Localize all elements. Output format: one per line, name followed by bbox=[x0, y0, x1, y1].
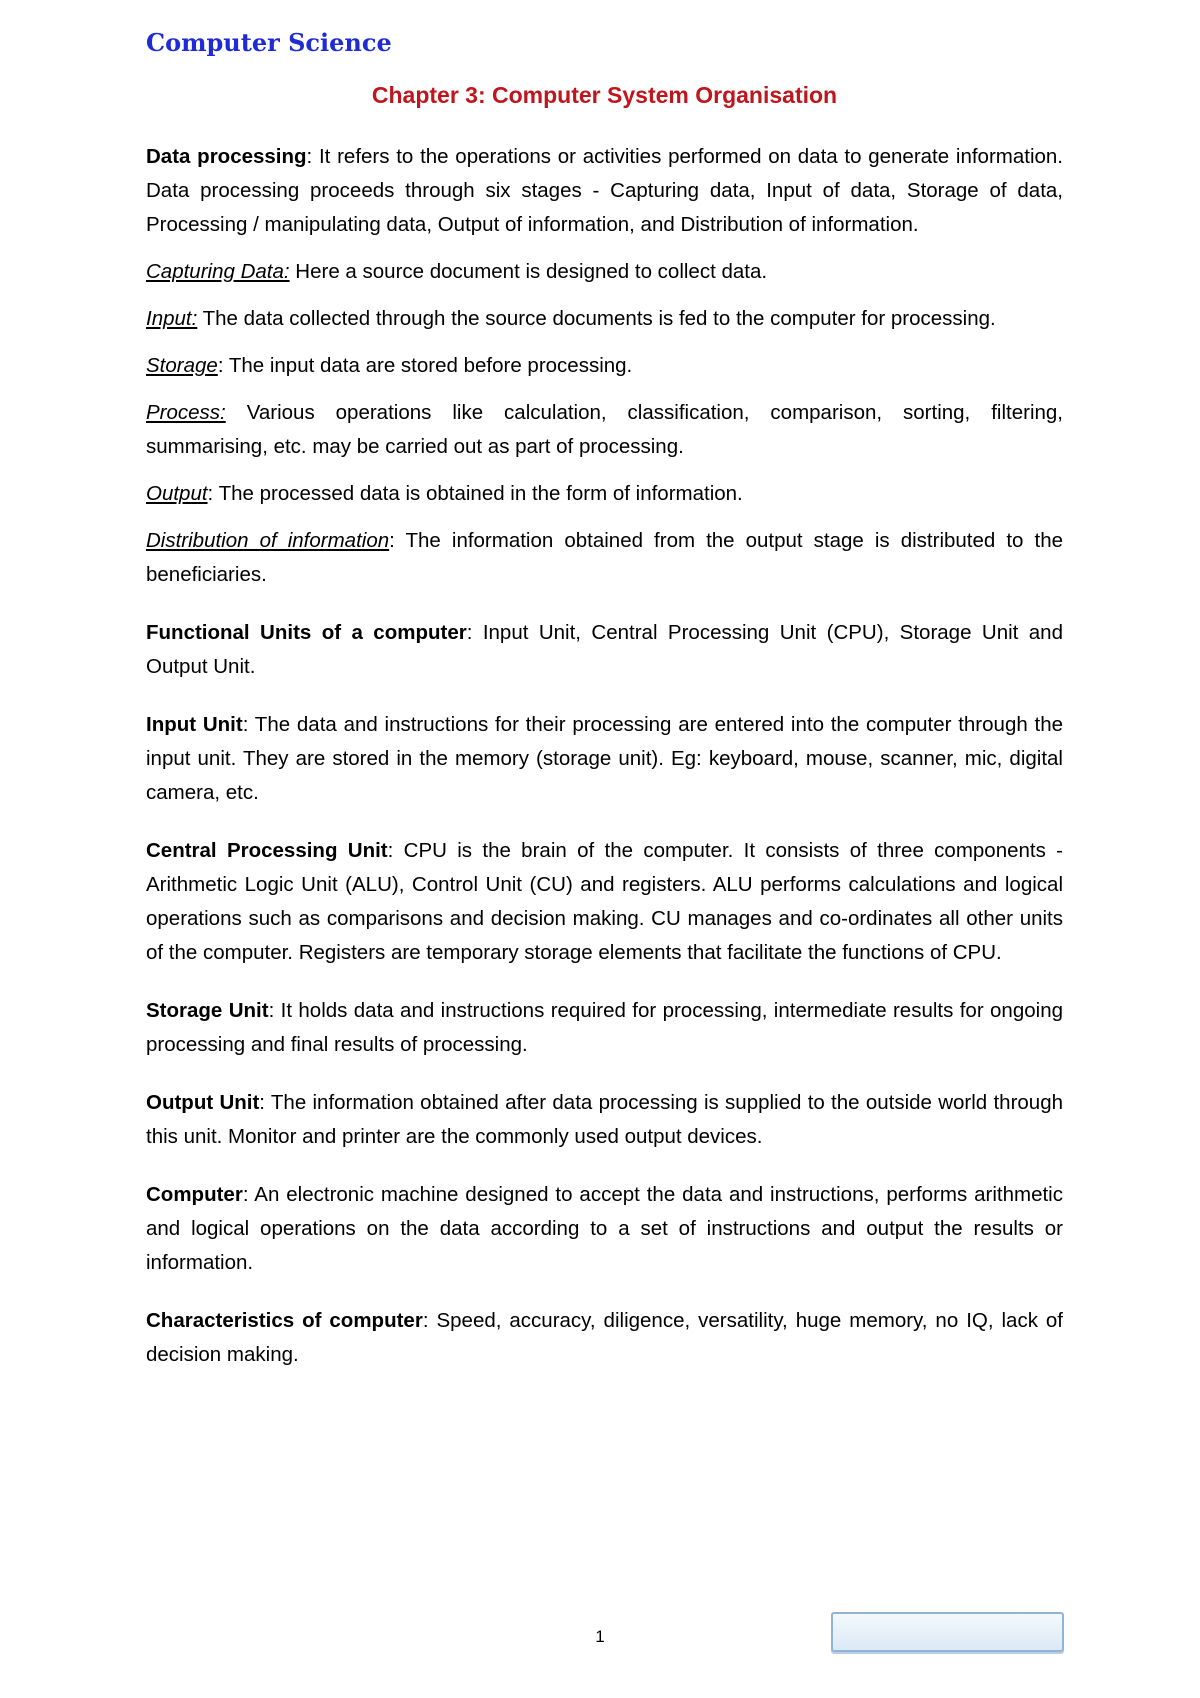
term-characteristics: Characteristics of computer bbox=[146, 1309, 423, 1332]
definition-functional-units: : Input Unit, Central Processing Unit (CPU), Storage Unit and Output Unit. bbox=[146, 621, 1063, 678]
paragraph-storage bbox=[146, 349, 1063, 383]
term-process: Process: bbox=[146, 401, 226, 424]
definition-computer: : An electronic machine designed to accept the data and instructions, performs arithmetic and logical operations on the data according to a set of instructions and output the results or information. bbox=[146, 1183, 1063, 1274]
term-distribution: Distribution of information bbox=[146, 529, 390, 552]
paragraph-input bbox=[146, 302, 1063, 336]
paragraph-distribution bbox=[146, 524, 1063, 592]
term-output-unit: Output Unit bbox=[146, 1091, 260, 1114]
paragraph-characteristics bbox=[146, 1304, 1063, 1372]
definition-output: : The processed data is obtained in the form of information. bbox=[207, 482, 743, 505]
definition-storage-unit: : It holds data and instructions required for processing, intermediate results for ongoing processing and final results of processing. bbox=[146, 999, 1063, 1056]
paragraph-output bbox=[146, 477, 1063, 511]
definition-capturing-data: Here a source document is designed to collect data. bbox=[289, 260, 768, 283]
paragraph-storage-unit bbox=[146, 994, 1063, 1062]
page-number: 1 bbox=[595, 1627, 605, 1646]
paragraph-functional-units bbox=[146, 616, 1063, 684]
definition-characteristics: : Speed, accuracy, diligence, versatility, huge memory, no IQ, lack of decision making. bbox=[146, 1309, 1063, 1366]
definition-output-unit: : The information obtained after data processing is supplied to the outside world through this unit. Monitor and printer are the commonly used output devices. bbox=[146, 1091, 1063, 1148]
term-capturing-data: Capturing Data: bbox=[146, 260, 290, 283]
paragraph-input-unit bbox=[146, 708, 1063, 810]
subject-heading: Computer Science bbox=[146, 28, 392, 57]
term-input: Input: bbox=[146, 307, 198, 330]
definition-cpu: : CPU is the brain of the computer. It consists of three components - Arithmetic Logic Unit (ALU), Control Unit (CU) and registers. ALU performs calculations and logical operations such as comparisons and decision making. CU manages and co-ordinates all other units of the computer. Registers are temporary storage elements that facilitate the functions of CPU. bbox=[146, 839, 1064, 964]
definition-distribution: : The information obtained from the output stage is distributed to the beneficiaries. bbox=[146, 529, 1063, 586]
term-storage-unit: Storage Unit bbox=[146, 999, 269, 1022]
document-body bbox=[146, 140, 1063, 1396]
paragraph-capturing-data bbox=[146, 255, 1063, 289]
term-output: Output bbox=[146, 482, 208, 505]
definition-input-unit: : The data and instructions for their processing are entered into the computer through the input unit. They are stored in the memory (storage unit). Eg: keyboard, mouse, scanner, mic, digital camera, etc. bbox=[146, 713, 1064, 804]
definition-process: Various operations like calculation, classification, comparison, sorting, filtering, summarising, etc. may be carried out as part of processing. bbox=[146, 401, 1063, 458]
paragraph-data-processing bbox=[146, 140, 1063, 242]
term-input-unit: Input Unit bbox=[146, 713, 243, 736]
paragraph-computer bbox=[146, 1178, 1063, 1280]
term-data-processing: Data processing bbox=[146, 145, 307, 168]
term-cpu: Central Processing Unit bbox=[146, 839, 388, 862]
term-functional-units: Functional Units of a computer bbox=[146, 621, 467, 644]
term-storage: Storage bbox=[146, 354, 218, 377]
term-computer: Computer bbox=[146, 1183, 243, 1206]
definition-input: The data collected through the source documents is fed to the computer for processing. bbox=[197, 307, 996, 330]
chapter-title: Chapter 3: Computer System Organisation bbox=[371, 82, 838, 108]
paragraph-cpu bbox=[146, 834, 1063, 970]
definition-storage: : The input data are stored before processing. bbox=[217, 354, 633, 377]
definition-data-processing: : It refers to the operations or activities performed on data to generate information. Data processing proceeds through six stages - Capturing data, Input of data, Storage of data, Processing / manipulating data, Output of information, and Distribution of information. bbox=[146, 145, 1063, 236]
footer-decorative-box bbox=[831, 1612, 1064, 1652]
paragraph-process bbox=[146, 396, 1063, 464]
paragraph-output-unit bbox=[146, 1086, 1063, 1154]
